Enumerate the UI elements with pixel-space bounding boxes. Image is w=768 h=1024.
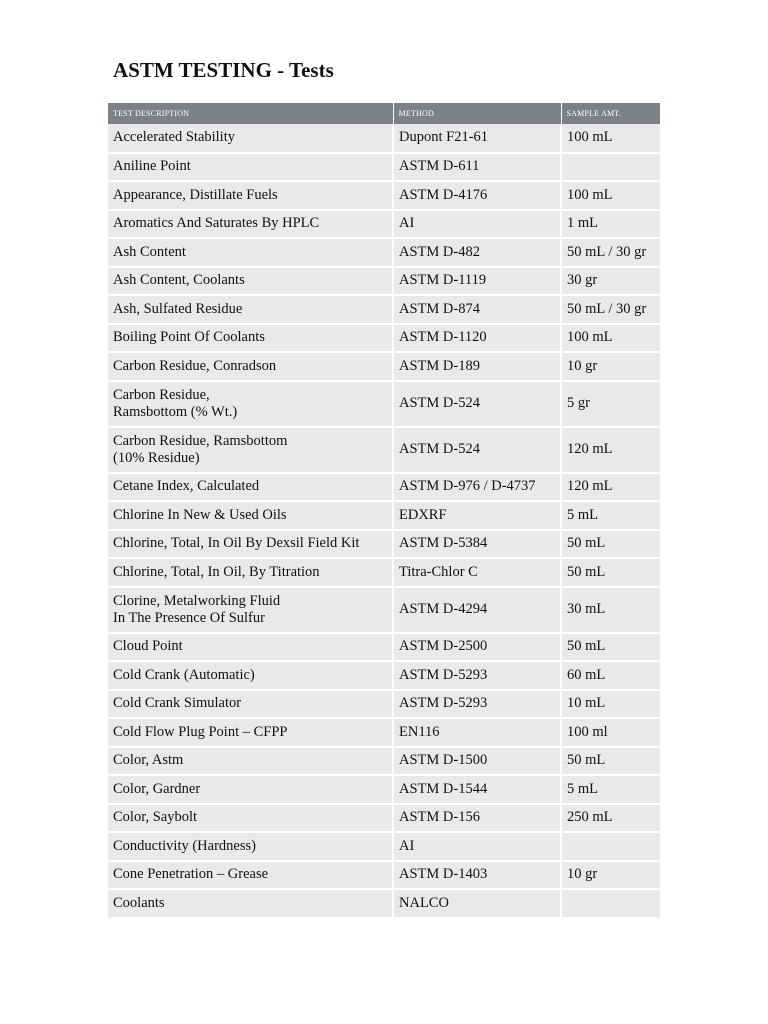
page-title: ASTM TESTING - Tests [113,58,334,82]
method-cell-text: ASTM D-5384 [399,535,488,552]
test-description-cell [108,747,393,776]
sample-amount-cell [561,530,660,559]
sample-amount-cell [561,473,660,502]
sample-amount-cell [561,295,660,324]
test-description-cell [108,153,393,182]
method-cell [393,661,561,690]
test-description-cell-text: Coolants [113,894,165,911]
sample-amount-cell [561,633,660,662]
test-description-cell-text: Cold Crank Simulator [113,695,242,712]
sample-amount-cell [561,153,660,182]
test-description-cell-text: Cold Crank (Automatic) [113,666,255,683]
method-cell [393,718,561,747]
sample-amount-cell [561,747,660,776]
method-cell-text: ASTM D-482 [399,243,480,260]
test-description-cell-text: Color, Astm [113,752,184,769]
method-cell-text: ASTM D-189 [399,357,480,374]
sample-amount-cell-text: 100 mL [567,129,613,146]
method-cell [393,381,561,427]
sample-amount-cell-text: 30 gr [567,272,598,289]
sample-amount-cell-text: 100 mL [567,329,613,346]
method-cell-text: Titra-Chlor C [399,563,478,580]
sample-amount-cell-text: 250 mL [567,809,613,826]
test-description-cell-text: Ash Content [113,243,186,260]
test-description-cell [108,181,393,210]
test-description-cell [108,861,393,890]
sample-amount-cell-text: 5 mL [567,506,599,523]
sample-amount-cell [561,181,660,210]
test-description-cell [108,718,393,747]
test-description-cell [108,210,393,239]
tests-table [108,103,660,919]
sample-amount-cell [561,124,660,153]
test-description-cell-text: Chlorine, Total, In Oil By Dexsil Field Kit [113,535,360,552]
method-cell-text: NALCO [399,894,449,911]
method-cell [393,124,561,153]
method-cell-text: ASTM D-611 [399,158,480,175]
sample-amount-cell [561,238,660,267]
sample-amount-cell [561,267,660,296]
sample-amount-cell-text: 50 mL [567,752,606,769]
test-description-cell [108,267,393,296]
method-cell [393,804,561,833]
sample-amount-cell [561,427,660,473]
sample-amount-cell-text: 100 mL [567,186,613,203]
test-description-cell [108,775,393,804]
test-description-cell-text: Ash Content, Coolants [113,272,245,289]
method-cell [393,238,561,267]
table-row [108,238,660,267]
test-description-cell [108,587,393,633]
table-row [108,381,660,427]
table-row [108,804,660,833]
sample-amount-cell [561,718,660,747]
method-cell [393,861,561,890]
test-description-cell [108,473,393,502]
table-row [108,324,660,353]
method-cell-text: AI [399,837,415,854]
method-cell-text: Dupont F21-61 [399,129,489,146]
test-description-cell [108,381,393,427]
method-cell-text: ASTM D-976 / D-4737 [399,478,536,495]
sample-amount-cell [561,501,660,530]
method-cell-text: ASTM D-2500 [399,638,488,655]
test-description-cell-text: Ash, Sulfated Residue [113,300,243,317]
sample-amount-cell-text: 100 ml [567,723,608,740]
sample-amount-cell-text: 50 mL [567,638,606,655]
table-row [108,473,660,502]
table-row [108,153,660,182]
test-description-cell [108,501,393,530]
table-row [108,861,660,890]
test-description-cell [108,804,393,833]
method-cell-text: ASTM D-874 [399,300,480,317]
method-cell [393,775,561,804]
sample-amount-cell-text: 1 mL [567,215,599,232]
method-cell [393,889,561,918]
sample-amount-cell [561,210,660,239]
method-cell [393,473,561,502]
table-row [108,633,660,662]
column-header-method: METHOD [393,103,561,124]
test-description-cell-text: Cone Penetration – Grease [113,866,269,883]
test-description-cell [108,558,393,587]
sample-amount-cell-text: 5 mL [567,780,599,797]
method-cell-text: ASTM D-1403 [399,866,488,883]
sample-amount-cell [561,775,660,804]
method-cell-text: ASTM D-5293 [399,666,488,683]
test-description-cell-text: Cold Flow Plug Point – CFPP [113,723,288,740]
method-cell [393,324,561,353]
table-row [108,352,660,381]
table-row [108,181,660,210]
test-description-cell [108,661,393,690]
test-description-cell-text: Aniline Point [113,158,191,175]
method-cell-text: AI [399,215,415,232]
method-cell [393,690,561,719]
table-row [108,267,660,296]
sample-amount-cell-text: 10 gr [567,866,598,883]
sample-amount-cell-text: 50 mL [567,563,606,580]
test-description-cell [108,427,393,473]
column-header-sample-amount: SAMPLE AMT. [561,103,660,124]
sample-amount-cell [561,558,660,587]
sample-amount-cell [561,381,660,427]
method-cell [393,747,561,776]
table-row [108,832,660,861]
method-cell-text: ASTM D-524 [399,441,480,457]
test-description-cell [108,832,393,861]
column-header-test-description: TEST DESCRIPTION [108,103,393,124]
sample-amount-cell [561,661,660,690]
method-cell [393,501,561,530]
method-cell-text: EDXRF [399,506,447,523]
sample-amount-cell [561,889,660,918]
method-cell-text: ASTM D-156 [399,809,480,826]
sample-amount-cell-text: 30 mL [567,601,606,617]
method-cell [393,633,561,662]
test-description-cell-text: Carbon Residue, Ramsbottom (10% Residue) [113,432,288,466]
table-body [108,124,660,918]
method-cell-text: ASTM D-5293 [399,695,488,712]
test-description-cell-text: Chlorine In New & Used Oils [113,506,287,523]
table-row [108,427,660,473]
method-cell [393,295,561,324]
method-cell [393,153,561,182]
sample-amount-cell [561,324,660,353]
test-description-cell [108,530,393,559]
method-cell-text: ASTM D-524 [399,395,480,411]
test-description-cell-text: Chlorine, Total, In Oil, By Titration [113,563,320,580]
test-description-cell-text: Clorine, Metalworking Fluid In The Presence Of Sulfur [113,592,281,626]
method-cell [393,267,561,296]
sample-amount-cell-text: 60 mL [567,666,606,683]
table-row [108,210,660,239]
test-description-cell-text: Cloud Point [113,638,183,655]
method-cell-text: EN116 [399,723,440,740]
test-description-cell-text: Accelerated Stability [113,129,235,146]
table-row [108,587,660,633]
sample-amount-cell [561,804,660,833]
sample-amount-cell-text: 120 mL [567,478,613,495]
table-row [108,718,660,747]
sample-amount-cell [561,352,660,381]
method-cell [393,832,561,861]
method-cell-text: ASTM D-1120 [399,329,487,346]
test-description-cell [108,889,393,918]
method-cell-text: ASTM D-1119 [399,272,487,289]
table-row [108,558,660,587]
method-cell [393,587,561,633]
test-description-cell [108,324,393,353]
method-cell [393,427,561,473]
sample-amount-cell [561,832,660,861]
table-row [108,295,660,324]
method-cell [393,352,561,381]
test-description-cell-text: Color, Saybolt [113,809,198,826]
table-header-row [108,103,660,124]
method-cell-text: ASTM D-1544 [399,780,488,797]
test-description-cell-text: Conductivity (Hardness) [113,837,256,854]
sample-amount-cell-text: 50 mL / 30 gr [567,243,647,260]
table-row [108,530,660,559]
method-cell-text: ASTM D-4294 [399,601,488,617]
table-row [108,501,660,530]
sample-amount-cell [561,587,660,633]
table-row [108,661,660,690]
method-cell-text: ASTM D-4176 [399,186,488,203]
test-description-cell-text: Boiling Point Of Coolants [113,329,265,346]
method-cell [393,181,561,210]
test-description-cell [108,352,393,381]
test-description-cell [108,295,393,324]
test-description-cell-text: Aromatics And Saturates By HPLC [113,215,320,232]
test-description-cell-text: Cetane Index, Calculated [113,478,260,495]
test-description-cell [108,238,393,267]
test-description-cell-text: Appearance, Distillate Fuels [113,186,278,203]
test-description-cell [108,633,393,662]
method-cell [393,530,561,559]
test-description-cell-text: Carbon Residue, Ramsbottom (% Wt.) [113,386,238,420]
table-row [108,124,660,153]
test-description-cell-text: Carbon Residue, Conradson [113,357,277,374]
table-row [108,690,660,719]
test-description-cell [108,124,393,153]
sample-amount-cell-text: 10 gr [567,357,598,374]
test-description-cell-text: Color, Gardner [113,780,201,797]
method-cell-text: ASTM D-1500 [399,752,488,769]
sample-amount-cell-text: 50 mL [567,535,606,552]
table-row [108,889,660,918]
test-description-cell [108,690,393,719]
sample-amount-cell [561,690,660,719]
sample-amount-cell-text: 50 mL / 30 gr [567,300,647,317]
sample-amount-cell-text: 5 gr [567,395,590,411]
method-cell [393,558,561,587]
table-row [108,747,660,776]
sample-amount-cell-text: 10 mL [567,695,606,712]
sample-amount-cell-text: 120 mL [567,441,613,457]
sample-amount-cell [561,861,660,890]
method-cell [393,210,561,239]
table-row [108,775,660,804]
